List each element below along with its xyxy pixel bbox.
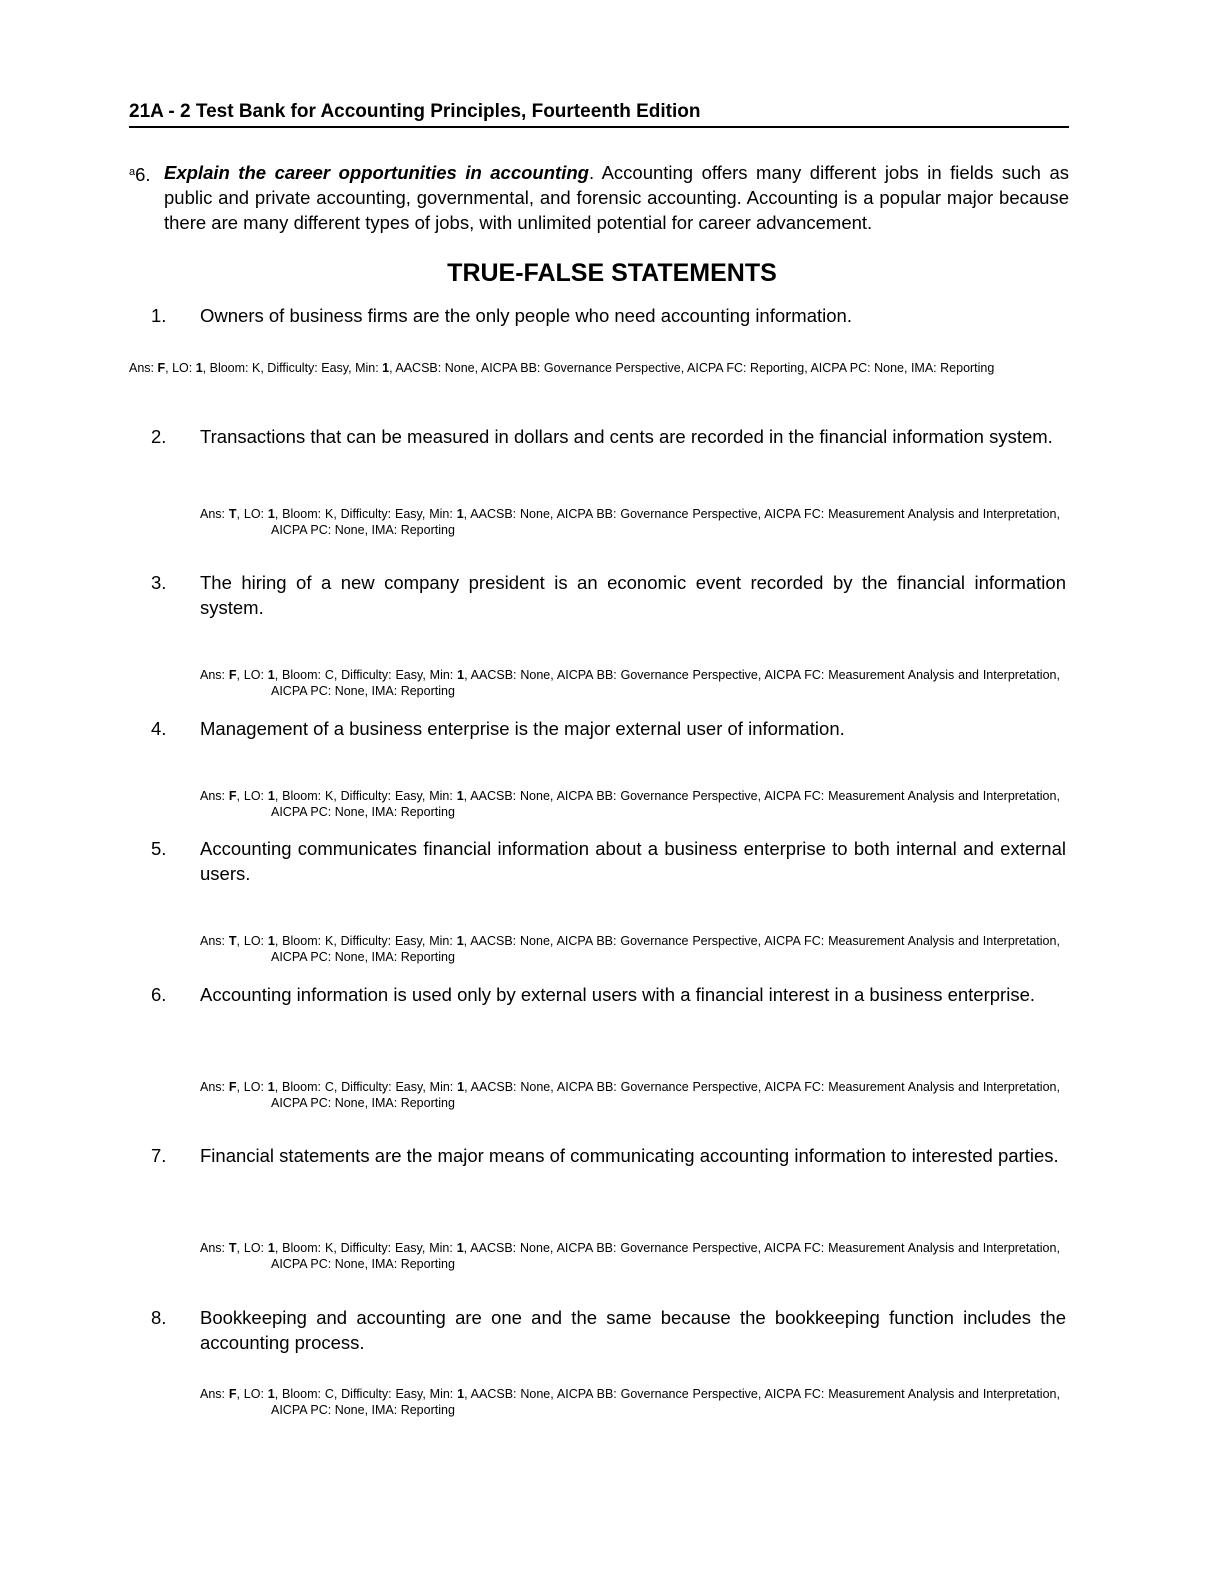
answer-aicpa-fc: Measurement Analysis and Interpretation xyxy=(828,789,1057,803)
answer-min: 1 xyxy=(456,1241,464,1255)
answer-difficulty: Easy xyxy=(395,789,422,803)
answer-aicpa-pc: None xyxy=(334,950,365,964)
answer-ans: F xyxy=(228,668,237,682)
answer-difficulty: Easy xyxy=(395,1387,423,1401)
answer-min: 1 xyxy=(456,789,464,803)
answer-aicpa-fc: Measurement Analysis and Interpretation xyxy=(828,1387,1057,1401)
answer-aacsb: None xyxy=(520,934,550,948)
answer-lo: 1 xyxy=(267,1387,275,1401)
answer-ima: Reporting xyxy=(400,523,455,537)
objective-body xyxy=(164,160,1069,235)
question-text: Accounting information is used only by external users with a financial interest in a business enterprise. xyxy=(200,984,1035,1005)
question-number: 6. xyxy=(151,984,167,1005)
answer-aicpa-fc: Measurement Analysis and Interpretation xyxy=(828,507,1057,521)
answer-line: Ans: F, LO: 1, Bloom: K, Difficulty: Easy, Min: 1, AACSB: None, AICPA BB: Governance Perspective, AICPA FC: Measurement Analysis and Interpretation, AICPA PC: None, IMA: Reporting xyxy=(200,789,1060,819)
objective-marker: a xyxy=(129,166,136,178)
answer-bloom: K xyxy=(324,1241,334,1255)
answer-line: Ans: T, LO: 1, Bloom: K, Difficulty: Easy, Min: 1, AACSB: None, AICPA BB: Governance Perspective, AICPA FC: Measurement Analysis and Interpretation, AICPA PC: None, IMA: Reporting xyxy=(200,507,1060,537)
answer-aicpa-pc: None xyxy=(334,684,365,698)
answer-difficulty: Easy xyxy=(395,507,422,521)
answer-aacsb: None xyxy=(444,361,475,375)
question-text: Accounting communicates financial information about a business enterprise to both internal and external users. xyxy=(200,838,1066,884)
answer-bloom: K xyxy=(324,934,334,948)
answer-min: 1 xyxy=(457,1387,465,1401)
answer-aicpa-fc: Measurement Analysis and Interpretation xyxy=(828,1241,1057,1255)
answer-ans: F xyxy=(228,1080,237,1094)
answer-aicpa-pc: None xyxy=(334,805,365,819)
answer-aicpa-bb: Governance Perspective xyxy=(620,1387,758,1401)
answer-key-2 xyxy=(200,506,1060,538)
answer-aicpa-bb: Governance Perspective xyxy=(620,934,758,948)
question-text: Transactions that can be measured in dollars and cents are recorded in the financial information system. xyxy=(200,426,1053,447)
answer-aicpa-fc: Measurement Analysis and Interpretation xyxy=(828,934,1057,948)
answer-ans: F xyxy=(228,1387,237,1401)
answer-ans: T xyxy=(228,1241,237,1255)
answer-line: Ans: F, LO: 1, Bloom: K, Difficulty: Easy, Min: 1, AACSB: None, AICPA BB: Governance Perspective, AICPA FC: Reporting, AICPA PC: None, IMA: Reporting xyxy=(129,361,995,375)
answer-aacsb: None xyxy=(520,789,550,803)
answer-ima: Reporting xyxy=(940,361,995,375)
answer-key-5 xyxy=(200,933,1060,965)
objective-number xyxy=(129,160,151,187)
answer-aicpa-bb: Governance Perspective xyxy=(620,1241,758,1255)
question-number: 7. xyxy=(151,1145,167,1166)
question-number: 5. xyxy=(151,838,167,859)
answer-ans: T xyxy=(228,934,237,948)
objective-number-text: 6. xyxy=(135,164,151,185)
answer-aicpa-pc: None xyxy=(334,1096,365,1110)
answer-aicpa-pc: None xyxy=(334,523,365,537)
answer-lo: 1 xyxy=(267,1080,275,1094)
answer-aacsb: None xyxy=(520,1241,550,1255)
answer-difficulty: Easy xyxy=(395,1241,422,1255)
learning-objective xyxy=(129,160,1069,235)
answer-key-3 xyxy=(200,667,1060,699)
question-text: The hiring of a new company president is an economic event recorded by the financial information system. xyxy=(200,572,1066,618)
answer-lo: 1 xyxy=(267,934,275,948)
answer-min: 1 xyxy=(457,668,465,682)
answer-bloom: K xyxy=(324,789,334,803)
answer-difficulty: Easy xyxy=(321,361,349,375)
answer-lo: 1 xyxy=(267,789,275,803)
answer-ans: F xyxy=(228,789,237,803)
answer-line: Ans: F, LO: 1, Bloom: C, Difficulty: Easy, Min: 1, AACSB: None, AICPA BB: Governance Perspective, AICPA FC: Measurement Analysis and Interpretation, AICPA PC: None, IMA: Reporting xyxy=(200,668,1060,698)
answer-ima: Reporting xyxy=(400,805,455,819)
answer-lo: 1 xyxy=(267,668,275,682)
answer-aacsb: None xyxy=(520,1387,551,1401)
question-number: 1. xyxy=(151,305,167,326)
answer-ima: Reporting xyxy=(400,684,455,698)
answer-key-7 xyxy=(200,1240,1060,1272)
page-header xyxy=(129,100,1069,128)
question-number: 3. xyxy=(151,572,167,593)
answer-lo: 1 xyxy=(267,1241,275,1255)
section-title: TRUE-FALSE STATEMENTS xyxy=(447,259,777,287)
answer-aicpa-bb: Governance Perspective xyxy=(620,1080,758,1094)
question-text: Financial statements are the major means of communicating accounting information to interested parties. xyxy=(200,1145,1059,1166)
question-text: Bookkeeping and accounting are one and the same because the bookkeeping function includes the accounting process. xyxy=(200,1307,1066,1353)
question-number: 2. xyxy=(151,426,167,447)
answer-ans: T xyxy=(228,507,237,521)
answer-line: Ans: F, LO: 1, Bloom: C, Difficulty: Easy, Min: 1, AACSB: None, AICPA BB: Governance Perspective, AICPA FC: Measurement Analysis and Interpretation, AICPA PC: None, IMA: Reporting xyxy=(200,1387,1060,1417)
question-number: 8. xyxy=(151,1307,167,1328)
answer-bloom: C xyxy=(324,1387,334,1401)
answer-difficulty: Easy xyxy=(395,1080,423,1094)
answer-min: 1 xyxy=(456,934,464,948)
answer-lo: 1 xyxy=(267,507,275,521)
answer-ima: Reporting xyxy=(400,950,455,964)
answer-line: Ans: T, LO: 1, Bloom: K, Difficulty: Easy, Min: 1, AACSB: None, AICPA BB: Governance Perspective, AICPA FC: Measurement Analysis and Interpretation, AICPA PC: None, IMA: Reporting xyxy=(200,934,1060,964)
answer-aacsb: None xyxy=(520,668,551,682)
answer-aicpa-fc: Measurement Analysis and Interpretation xyxy=(828,1080,1057,1094)
answer-aacsb: None xyxy=(520,1080,551,1094)
answer-min: 1 xyxy=(382,361,390,375)
answer-aicpa-bb: Governance Perspective xyxy=(620,668,758,682)
answer-aicpa-bb: Governance Perspective xyxy=(620,789,758,803)
answer-key-4 xyxy=(200,788,1060,820)
objective-text: . Accounting offers many different jobs in fields such as public and private accounting, governmental, and forensic accounting. Accounting is a popular major because there are many different types of jobs, with unlimited potential for career advancement. xyxy=(164,162,1069,233)
answer-lo: 1 xyxy=(195,361,203,375)
answer-min: 1 xyxy=(457,1080,465,1094)
answer-aicpa-pc: None xyxy=(334,1257,365,1271)
answer-difficulty: Easy xyxy=(395,668,423,682)
answer-aacsb: None xyxy=(520,507,550,521)
header-title: 21A - 2 Test Bank for Accounting Principles, Fourteenth Edition xyxy=(129,101,701,122)
answer-key-6 xyxy=(200,1079,1060,1111)
answer-aicpa-fc: Measurement Analysis and Interpretation xyxy=(828,668,1057,682)
answer-aicpa-bb: Governance Perspective xyxy=(620,507,758,521)
answer-difficulty: Easy xyxy=(395,934,422,948)
answer-min: 1 xyxy=(456,507,464,521)
answer-aicpa-pc: None xyxy=(334,1403,365,1417)
answer-key-8 xyxy=(200,1386,1060,1418)
answer-bloom: C xyxy=(324,1080,334,1094)
answer-bloom: K xyxy=(324,507,334,521)
answer-ima: Reporting xyxy=(400,1257,455,1271)
answer-aicpa-bb: Governance Perspective xyxy=(543,361,681,375)
answer-bloom: C xyxy=(324,668,334,682)
question-number: 4. xyxy=(151,718,167,739)
answer-line: Ans: F, LO: 1, Bloom: C, Difficulty: Easy, Min: 1, AACSB: None, AICPA BB: Governance Perspective, AICPA FC: Measurement Analysis and Interpretation, AICPA PC: None, IMA: Reporting xyxy=(200,1080,1060,1110)
question-text: Owners of business firms are the only people who need accounting information. xyxy=(200,305,852,326)
answer-aicpa-fc: Reporting xyxy=(749,361,805,375)
answer-ima: Reporting xyxy=(400,1403,455,1417)
answer-ans: F xyxy=(157,361,166,375)
answer-bloom: K xyxy=(252,361,261,375)
question-text: Management of a business enterprise is the major external user of information. xyxy=(200,718,845,739)
objective-title: Explain the career opportunities in accounting xyxy=(164,162,589,183)
answer-ima: Reporting xyxy=(400,1096,455,1110)
answer-key-1 xyxy=(129,360,1065,376)
answer-aicpa-pc: None xyxy=(874,361,905,375)
answer-line: Ans: T, LO: 1, Bloom: K, Difficulty: Easy, Min: 1, AACSB: None, AICPA BB: Governance Perspective, AICPA FC: Measurement Analysis and Interpretation, AICPA PC: None, IMA: Reporting xyxy=(200,1241,1060,1271)
